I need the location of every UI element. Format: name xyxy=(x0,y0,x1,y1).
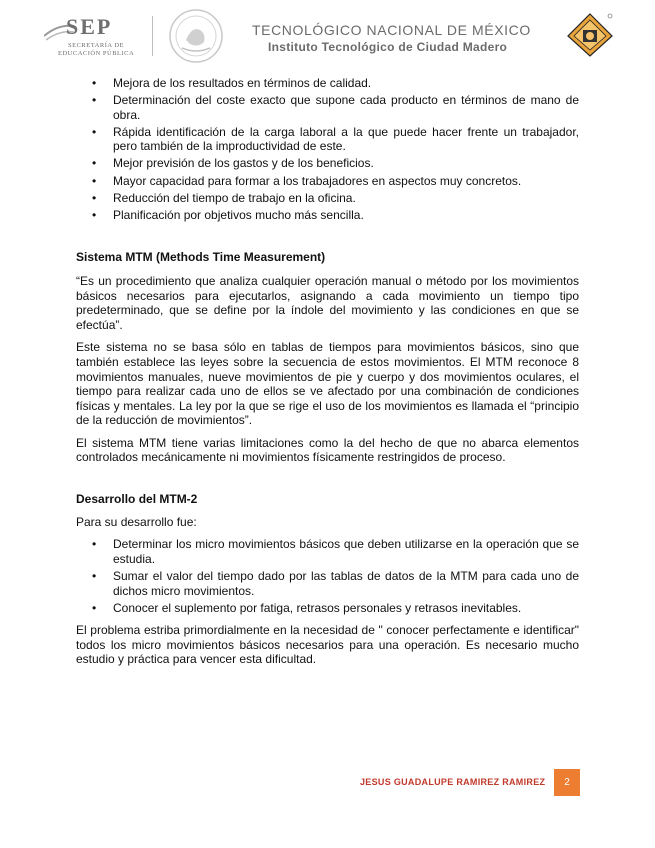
list-item: • Conocer el suplemento por fatiga, retrasos personales y retrasos inevitables. xyxy=(92,600,522,615)
list-item: • Rápida identificación de la carga laboral a la que puede hacer frente un trabajador, pero también de la improductividad de este. xyxy=(92,124,579,154)
list-item: • Mejora de los resultados en términos de calidad. xyxy=(92,76,372,90)
mtm-paragraph-3: El sistema MTM tiene varias limitaciones como la del hecho de que no abarca elementos controlados mecánicamente ni movimientos físicamente restringidos de proceso. xyxy=(76,435,579,465)
itcm-logo-icon xyxy=(566,12,614,58)
list-item: • Determinación del coste exacto que supone cada producto en términos de mano de obra. xyxy=(92,93,579,122)
sep-subtitle-2: EDUCACIÓN PÚBLICA xyxy=(58,50,135,57)
sep-subtitle-1: SECRETARÍA DE xyxy=(68,42,124,49)
sep-title: SEP xyxy=(66,14,113,39)
list-item: • Determinar los micro movimientos básicos que deben utilizarse en la operación que se estudia. xyxy=(92,537,579,566)
section-heading-mtm: Sistema MTM (Methods Time Measurement) xyxy=(76,250,326,265)
institution-title: TECNOLÓGICO NACIONAL DE MÉXICO xyxy=(252,22,531,38)
list-item: • Reducción del tiempo de trabajo en la oficina. xyxy=(92,190,356,205)
header-divider xyxy=(152,16,153,56)
list-item: • Mejor previsión de los gastos y de los beneficios. xyxy=(92,156,374,171)
list-item: • Sumar el valor del tiempo dado por las tablas de datos de la MTM para cada uno de dichos micro movimientos. xyxy=(92,568,579,598)
page-number-badge xyxy=(554,769,580,796)
institution-subtitle: Instituto Tecnológico de Ciudad Madero xyxy=(268,40,508,54)
page-number: 2 xyxy=(564,777,570,788)
section-heading-mtm2: Desarrollo del MTM-2 xyxy=(76,492,198,507)
page-header xyxy=(0,0,655,68)
mtm-paragraph-1: “Es un procedimiento que analiza cualquier operación manual o método por los movimientos básicos necesarios para ejecutarlos, asignando a cada movimiento un tiempo tipo predeterminado, que se define por la índole del movimiento y las condiciones en que se efectúa”. xyxy=(76,273,579,332)
mtm-paragraph-2: Este sistema no se basa sólo en tablas de tiempos para movimientos básicos, sino que también establece las leyes sobre la secuencia de estos movimientos. El MTM reconoce 8 movimientos manuales, nueve movimientos de pie y cuerpo y dos movimientos oculares, el tiempo para realizar cada uno de ellos se ve afectado por una combinación de condiciones físicas y mentales. La ley por la que se rige el uso de los movimientos es llamada el “principio de la reducción de movimientos”. xyxy=(76,340,579,428)
mtm2-closing: El problema estriba primordialmente en la necesidad de " conocer perfectamente e identificar" todos los micro movimientos básicos necesarios para una operación. Es necesario mucho estudio y práctica para vencer esta dificultad. xyxy=(76,623,579,667)
list-item: • Mayor capacidad para formar a los trabajadores en aspectos muy concretos. xyxy=(92,173,522,188)
mtm2-bullet-list xyxy=(76,537,579,615)
footer-author: JESUS GUADALUPE RAMIREZ RAMIREZ xyxy=(360,777,546,787)
intro-bullet-list xyxy=(76,76,579,222)
list-item: • Planificación por objetivos mucho más sencilla. xyxy=(92,207,364,222)
sep-logo xyxy=(44,14,152,57)
page-content xyxy=(76,76,579,667)
mtm2-intro: Para su desarrollo fue: xyxy=(76,514,197,529)
mexico-seal-icon xyxy=(160,8,232,64)
